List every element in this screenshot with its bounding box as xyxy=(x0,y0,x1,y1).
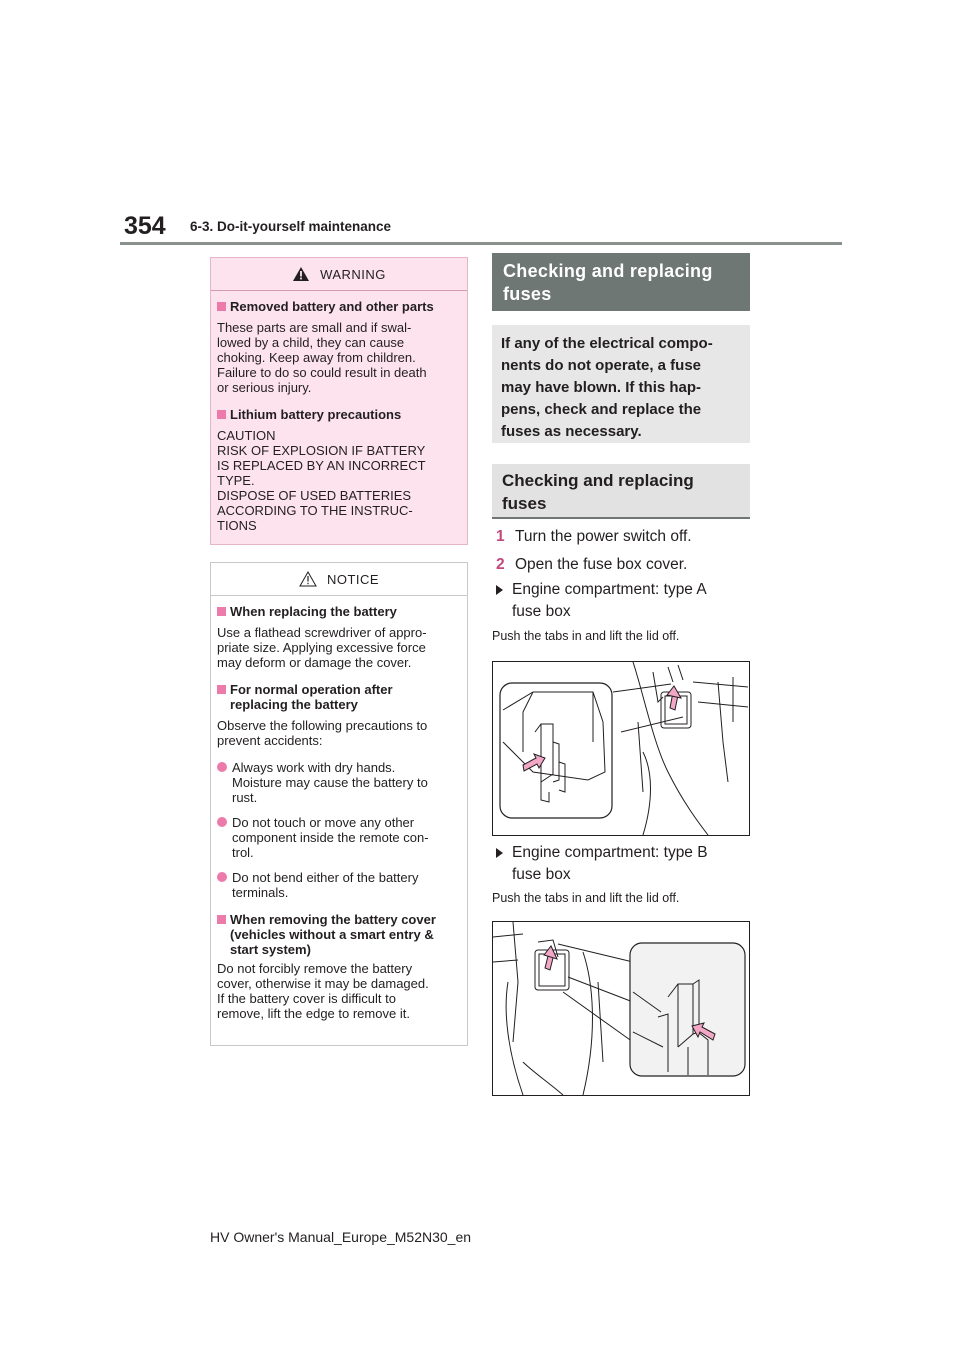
warning-item-title-text: Removed battery and other parts xyxy=(230,299,434,314)
square-bullet-icon xyxy=(217,410,226,419)
triangle-bullet-icon xyxy=(496,585,503,595)
type-a-label xyxy=(492,579,707,623)
step-number: 1 xyxy=(496,528,505,545)
fuse-box-type-a-illustration xyxy=(492,661,750,836)
warning-item-title-text: Lithium battery precautions xyxy=(230,407,402,422)
notice-bullet-text: Always work with dry hands. Moisture may cause the battery to rust. xyxy=(232,760,428,805)
warning-item-text: These parts are small and if swal- lowed by a child, they can cause choking. Keep away from children. Failure to do so could result in death or serious injury. xyxy=(217,320,427,395)
notice-label: NOTICE xyxy=(326,571,380,587)
warning-item-text: CAUTION RISK OF EXPLOSION IF BATTERY IS REPLACED BY AN INCORRECT TYPE. DISPOSE OF USED BATTERIES ACCORDING TO THE INSTRUC- TIONS xyxy=(217,428,426,533)
notice-item-title xyxy=(217,912,459,957)
warning-label: WARNING xyxy=(320,266,386,282)
type-b-label xyxy=(492,842,708,886)
fuse-box-type-a-drawing xyxy=(493,662,749,835)
notice-divider xyxy=(211,595,467,596)
notice-item-text: Observe the following precautions to prevent accidents: xyxy=(217,718,428,748)
notice-bullet xyxy=(217,760,459,805)
notice-box xyxy=(210,562,468,1046)
fuse-box-type-b-illustration xyxy=(492,921,750,1096)
notice-item-text: Do not forcibly remove the battery cover, otherwise it may be damaged. If the battery cover is difficult to remove, lift the edge to remove it. xyxy=(217,961,429,1021)
notice-bullet-text: Do not bend either of the battery terminals. xyxy=(232,870,419,900)
triangle-bullet-icon xyxy=(496,848,503,858)
section-title: 6-3. Do-it-yourself maintenance xyxy=(190,219,392,234)
type-a-caption: Push the tabs in and lift the lid off. xyxy=(492,629,680,643)
footer-text: HV Owner's Manual_Europe_M52N30_en xyxy=(210,1229,472,1245)
notice-item-title xyxy=(217,682,459,712)
type-b-caption: Push the tabs in and lift the lid off. xyxy=(492,891,680,905)
warning-header xyxy=(211,258,467,290)
type-b-label-text: Engine compartment: type B fuse box xyxy=(512,844,708,883)
header-rule xyxy=(120,242,842,245)
warning-item-title xyxy=(217,299,459,314)
notice-item-title-text: For normal operation after replacing the battery xyxy=(230,682,393,712)
notice-icon xyxy=(299,571,317,587)
page-number: 354 xyxy=(124,212,166,240)
step-number: 2 xyxy=(496,556,505,573)
warning-item-title xyxy=(217,407,459,422)
notice-bullet-text: Do not touch or move any other component inside the remote con- trol. xyxy=(232,815,429,860)
square-bullet-icon xyxy=(217,685,226,694)
warning-box xyxy=(210,257,468,545)
square-bullet-icon xyxy=(217,915,226,924)
fuse-box-type-b-drawing xyxy=(493,922,749,1095)
notice-item-title-text: When removing the battery cover (vehicles without a smart entry & start system) xyxy=(230,912,436,957)
type-a-label-text: Engine compartment: type A fuse box xyxy=(512,581,707,620)
square-bullet-icon xyxy=(217,607,226,616)
intro-box: If any of the electrical compo- nents do not operate, a fuse may have blown. If this hap- pens, check and replace the fuses as necessary. xyxy=(492,325,750,443)
step-1 xyxy=(496,527,692,547)
warning-divider xyxy=(211,290,467,291)
section-heading: Checking and replacing fuses xyxy=(492,253,750,311)
notice-item-title-text: When replacing the battery xyxy=(230,604,397,619)
warning-icon xyxy=(292,266,310,282)
step-text: Open the fuse box cover. xyxy=(515,556,688,573)
step-text: Turn the power switch off. xyxy=(515,528,692,545)
notice-bullet xyxy=(217,815,459,860)
sub-heading: Checking and replacing fuses xyxy=(492,464,750,518)
notice-bullet xyxy=(217,870,459,900)
round-bullet-icon xyxy=(217,817,227,827)
notice-item-title xyxy=(217,604,459,619)
round-bullet-icon xyxy=(217,762,227,772)
notice-header xyxy=(211,563,467,595)
step-2 xyxy=(496,555,687,575)
square-bullet-icon xyxy=(217,302,226,311)
sub-heading-rule xyxy=(492,517,750,519)
round-bullet-icon xyxy=(217,872,227,882)
notice-item-text: Use a flathead screwdriver of appro- priate size. Applying excessive force may deform or damage the cover. xyxy=(217,625,427,670)
